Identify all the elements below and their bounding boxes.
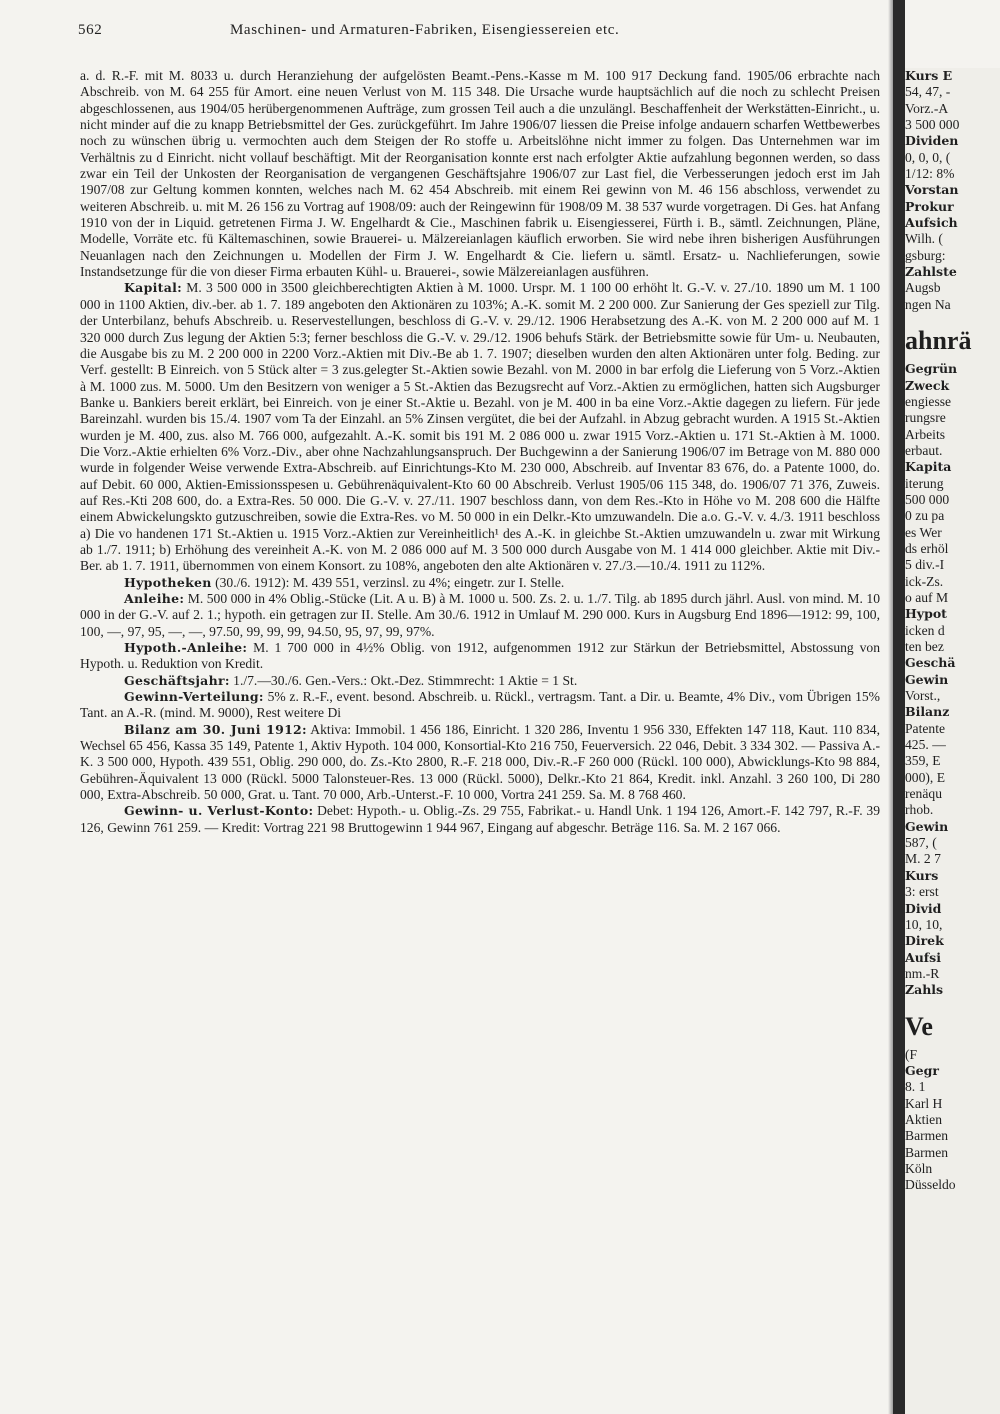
adjacent-page-fragment: (F <box>905 1046 918 1062</box>
section-paragraph <box>80 673 880 689</box>
adjacent-page-fragment: Gegr <box>905 1062 939 1078</box>
adjacent-page-fragment: iterung <box>905 475 944 491</box>
section-text: M. 3 500 000 in 3500 gleichberechtigten Aktien à M. 1000. Urspr. M. 1 100 00 erhöht lt. G.-V. v. 27./10. 1890 um M. 1 100 000 in 1100 Aktien, div.-ber. ab 1. 7. 189 angeboten den Aktionären zu 103%; A.-K. somit M. 2 200 000. Zur Sanierung der Ges speziell zur Tilg. der Unterbilanz, behufs Abschreib. u. Reservestellungen, beschloss di G.-V. v. 29./12. 1906 Herabsetzung des A.-K. von M. 2 200 000 auf M. 1 320 000 durch Zus legung der Aktien 5:3; ferner beschloss die G.-V. v. 29./12. 1906 behufs Stärk. der Betriebsmitte sowie für Um- u. Neubauten, die Ausgabe bis zu M. 2 200 000 in 2200 Vorz.-Aktien mit Div.-Be ab 1. 7. 1907; dieselben wurden den alten Aktionären unter folg. Beding. zur Verf. gestellt: B Einreich. von 5 Stück alter = 3 zus.gelegter St.-Aktien sowie Bezahl. von M. 2000 in bar erfolg die Lieferung von 5 Vorz.-Aktien à M. 1000 zus. M. 5000. Um den Besitzern von weniger a 5 St.-Aktien das Bezugsrecht auf Vorz.-Aktien zu ermöglichen, hatten sich Augsburger Banke u. Bankiers bereit erklärt, bei Einreich. von je einer St.-Aktie u. Bezahl. von je M. 400 in ba eine Vorz.-Aktie dagegen zu liefern. Für jede Bareinzahl. wurden bis 15./4. 1907 vom Ta der Einzahl. an 5% Zinsen vergütet, die bei der Aufzahl. in Abzug gebracht wurden. A 1915 St.-Aktien wurden je M. 400, zus. also M. 766 000, aufgezahlt. A.-K. somit bis 191 M. 2 086 000 u. zwar 1915 Vorz.-Aktien u. 171 St.-Aktien à M. 1000. Die Vorz.-Aktie erhielten 6% Vorz.-Div., aber ohne Nachzahlungsanspruch. Der Buchgewinn a der Sanierung 1906/07 im Betrage von M. 880 000 wurde in folgender Weise verwende Extra-Abschreib. auf Einrichtungs-Kto M. 230 000, Abschreib. auf Inventar 83 676, do. a Patente 1000, do. auf Debit. 60 000, Aktien-Emissionsspesen u. Gebührenäquivalent-Kto 60 00 Abschreib. Verlust 1905/06 115 348, do. 1906/07 71 376, Zuweis. auf Res.-Kti 208 600, do. a Extra-Res. 50 000. Die G.-V. v. 27./11. 1907 beschloss dann, von dem Res.-Kto in Höhe vo M. 208 600 die Hälfte einem Abwickelungskto gutzuschreiben, sowie die Extra-Res. vo M. 50 000 in ein Delkr.-Kto umzuwandeln. Die a.o. G.-V. v. 4./3. 1911 beschloss a) Die vo handenen 171 St.-Aktien u. 1915 Vorz.-Aktien zur Vereinheitlich¹ des A.-K. in gleichbe St.-Aktien umzuwandeln u. zwar mit Wirkung ab 1./7. 1911; b) Erhöhung des vereinheit A.-K. von M. 2 086 000 auf M. 3 500 000 durch Ausgabe von M. 1 414 000 gleichber. Aktie mit Div.-Ber. ab 1. 7. 1911, übernommen von einem Konsort. zu 108%, angeboten den alte Aktionären v. 27./3.—10./4. 1911 zu 112%. <box>80 280 880 574</box>
section-label: Geschäftsjahr: <box>124 672 230 688</box>
adjacent-page-fragment: Karl H <box>905 1095 943 1111</box>
section-paragraph <box>80 722 880 804</box>
adjacent-page-fragment: rungsre <box>905 410 946 426</box>
adjacent-page-fragment: nm.-R <box>905 965 940 981</box>
adjacent-page-fragment: Vorst., <box>905 688 941 704</box>
adjacent-page-fragment: icken d <box>905 622 945 638</box>
section-label: Gewinn- u. Verlust-Konto: <box>124 803 314 819</box>
section-text: 5% z. R.-F., event. besond. Abschreib. u. Rückl., vertragsm. Tant. a Dir. u. Beamte, 4% Div., vom Übrigen 15% Tant. an A.-R. (mind. M. 9000), Rest weitere Di <box>80 689 880 721</box>
adjacent-page-fragment: Barmen <box>905 1144 949 1160</box>
adjacent-page-fragment: Divid <box>905 900 942 916</box>
adjacent-page-fragment: Düsseldo <box>905 1177 956 1193</box>
adjacent-page-fragment: ds erhöl <box>905 540 949 556</box>
adjacent-page-fragment: es Wer <box>905 524 942 540</box>
adjacent-page-fragment: Aufsi <box>905 949 941 965</box>
adjacent-page-fragment <box>905 999 1000 1007</box>
adjacent-page-fragment: renäqu <box>905 786 942 802</box>
adjacent-page-fragment: 0, 0, 0, ( <box>905 149 951 165</box>
section-text: (30./6. 1912): M. 439 551, verzinsl. zu 4%; eingetr. zur I. Stelle. <box>211 574 565 590</box>
adjacent-page-fragment: ick-Zs. <box>905 573 944 589</box>
sections <box>80 280 880 836</box>
adjacent-page-fragment: 0 zu pa <box>905 508 945 524</box>
adjacent-page-fragment: ngen Na <box>905 296 951 312</box>
section-paragraph <box>80 803 880 836</box>
section-paragraph <box>80 689 880 722</box>
adjacent-page-fragment: Dividen <box>905 133 959 149</box>
adjacent-page-fragment: 587, ( <box>905 835 937 851</box>
adjacent-page-fragment: Kurs <box>905 867 939 883</box>
adjacent-page-fragment: Augsb <box>905 280 941 296</box>
adjacent-page-fragment: o auf M <box>905 589 949 605</box>
section-text: 1./7.—30./6. Gen.-Vers.: Okt.-Dez. Stimmrecht: 1 Aktie = 1 St. <box>229 672 578 688</box>
adjacent-page-fragment: Prokur <box>905 198 954 214</box>
adjacent-page-fragment: Zahls <box>905 982 944 998</box>
section-label: Hypoth.-Anleihe: <box>124 640 248 656</box>
adjacent-page-fragment: 500 000 <box>905 491 950 507</box>
adjacent-page-fragment <box>905 313 1000 321</box>
adjacent-page-fragment: Direk <box>905 933 944 949</box>
adjacent-page-fragment: Bilanz <box>905 704 950 720</box>
section-label: Kapital: <box>124 280 183 296</box>
adjacent-page-fragment: 54, 47, - <box>905 84 951 100</box>
section-paragraph <box>80 591 880 640</box>
adjacent-page-fragment: 425. — <box>905 737 946 753</box>
adjacent-page-fragment: Hypot <box>905 606 947 622</box>
section-label: Gewinn-Verteilung: <box>124 689 264 705</box>
adjacent-page-fragment: M. 2 7 <box>905 851 941 867</box>
adjacent-page-fragment: Vorstan <box>905 182 959 198</box>
main-text-column <box>80 68 880 1408</box>
section-label: Anleihe: <box>124 591 185 606</box>
adjacent-page-fragment: ahnrä <box>905 326 972 356</box>
adjacent-page-fragment: 000), E <box>905 769 946 785</box>
section-text: Aktiva: Immobil. 1 456 186, Einricht. 1 320 286, Inventu 1 956 330, Effekten 147 118, Kaut. 110 834, Wechsel 65 456, Kassa 35 149, Patente 1, Aktiv Hypoth. 104 000, Konsortial-Kto 216 750, Feuerversich. 22 046, Debit. 3 334 302. — Passiva A.-K. 3 500 000, Hypoth. 439 551, Oblig. 290 000, do. Zs.-Kto 2800, R.-F. 218 000, Div.-R.-F 260 000 (Rückl. 100 000), Abwicklungs-Kto 98 884, Gebühren-Äquivalent 13 000 (Rückl. 5000 Talonsteuer-Res. 13 000 (Rückl. 5000), Delkr.-Kto 21 864, Kredit. inkl. Anzahl. 3 260 100, Di 280 000, Extra-Abschreib. 50 000, Grat. u. Tant. 70 000, Arb.-Unterst.-F. 10 000, Vortra 241 259. Sa. M. 8 768 460. <box>80 721 880 803</box>
adjacent-page-fragment: Aufsich <box>905 215 958 231</box>
adjacent-page-fragment: Kapita <box>905 459 952 475</box>
adjacent-page-fragment: Zahlste <box>905 264 957 280</box>
adjacent-page-fragment: Ve <box>905 1011 933 1041</box>
section-paragraph <box>80 280 880 574</box>
adjacent-page-fragment: erbaut. <box>905 442 943 458</box>
section-paragraph <box>80 640 880 673</box>
intro-paragraph: a. d. R.-F. mit M. 8033 u. durch Heranziehung der aufgelösten Beamt.-Pens.-Kasse m M. 100 917 Deckung fand. 1905/06 erbrachte nach Abschreib. von M. 64 255 für Amort. eine neuen Verlust von M. 115 348. Die Ursache wurde hauptsächlich auf die noch zu schlecht Preisen abgeschlossenen, aus 1904/05 herübergenommenen Aufträge, zum grossen Teil auch a die unzulängl. Beschaffenheit der Werkstätten-Einricht., u. nicht minder auf die zu knapp Betriebsmittel der Ges. zurückgeführt. Im Jahre 1906/07 liessen die Preise infolge andauern scharfen Wettbewerbes noch zu wünschen übrig u. vermochten auch dem Steigen der Ro stoffe u. Arbeitslöhne nicht immer zu folgen. Das Unternehmen war im Verhältnis zu d Einricht. nicht vollauf beschäftigt. Mit der Reorganisation konnte erst nach erfolgter Aktie aufzahlung begonnen werden, so dass zwar ein Teil der Unkosten der Reorganisation de vergangenen Geschäftsjahre 1906/07 zur Last fiel, die Verbesserungen jedoch erst im Jah 1907/08 zur Geltung kommen konnten, welches nach M. 62 454 Abschreib. mit einem Rei gewinn von M. 46 156 abschloss, verwendet zu weiteren Abschreib. u. mit M. 26 156 zu Vortrag auf 1908/09: auch der Reingewinn für 1908/09 M. 38 537 wurde vorgetragen. Di Ges. hat Anfang 1910 von der in Liquid. getretenen Firma J. W. Engelhardt & Cie., Maschinen fabrik u. Eisengiesserei, Fürth i. B., sämtl. Zeichnungen, Pläne, Modelle, Vorräte etc. fü Kältemaschinen, sowie Brauerei- u. Mälzereianlagen käuflich erworben. Sie wird nebe ihren bisherigen Ausführungen Neuanlagen nach den Zeichnungen u. Modellen der Firm J. W. Engelhardt & Cie. liefern u. sämtl. Ersatz- u. Nachlieferungen, sowie Instandsetzunge für die von dieser Firma erbauten Kühl- u. Brauerei-, sowie Mälzereianlagen ausführen. <box>80 68 880 280</box>
adjacent-page-fragment: 5 div.-I <box>905 557 945 573</box>
adjacent-page-fragment: Gewin <box>905 671 949 687</box>
adjacent-page-fragment: Kurs E <box>905 68 953 83</box>
section-text: Debet: Hypoth.- u. Oblig.-Zs. 29 755, Fabrikat.- u. Handl Unk. 1 194 126, Amort.-F. 142 797, R.-F. 39 126, Gewinn 761 259. — Kredit: Vortrag 221 98 Bruttogewinn 1 944 967, Eingang auf abgeschr. Beträge 116. Sa. M. 2 167 066. <box>80 803 880 835</box>
adjacent-page-fragment: 359, E <box>905 753 941 769</box>
adjacent-page-fragment: Wilh. ( <box>905 231 943 247</box>
adjacent-page-fragment: 10, 10, <box>905 916 943 932</box>
adjacent-page-fragment: ten bez <box>905 639 944 654</box>
adjacent-page-fragment: Geschä <box>905 655 956 671</box>
adjacent-page-fragment: Köln <box>905 1160 933 1176</box>
section-paragraph <box>80 575 880 591</box>
adjacent-page-fragment: Zweck <box>905 377 950 393</box>
adjacent-page-column <box>905 68 1000 1414</box>
adjacent-page-fragment: Aktien <box>905 1111 942 1127</box>
adjacent-page-fragment: rhob. <box>905 802 934 818</box>
adjacent-page-fragment: Vorz.-A <box>905 100 949 116</box>
adjacent-page-fragment: Arbeits <box>905 426 946 442</box>
adjacent-page-fragment: gsburg: <box>905 247 946 263</box>
section-text: M. 1 700 000 in 4½% Oblig. von 1912, aufgenommen 1912 zur Stärkun der Betriebsmittel, Abstossung von Hypoth. u. Reduktion von Kredit. <box>80 640 880 672</box>
page-number: 562 <box>78 22 103 38</box>
adjacent-page-fragment: 8. 1 <box>905 1079 926 1095</box>
binding-gutter <box>893 0 905 1414</box>
adjacent-page-fragment: Patente <box>905 720 946 736</box>
running-head: Maschinen- und Armaturen-Fabriken, Eisengiessereien etc. <box>230 22 620 38</box>
adjacent-page-fragment: engiesse <box>905 393 952 409</box>
adjacent-page-fragment: Barmen <box>905 1128 949 1144</box>
section-label: Bilanz am 30. Juni 1912: <box>124 721 307 737</box>
adjacent-page-fragment: 3 500 000 <box>905 117 960 133</box>
adjacent-page-fragment: Gewin <box>905 818 949 834</box>
section-label: Hypotheken <box>124 574 212 590</box>
section-text: M. 500 000 in 4% Oblig.-Stücke (Lit. A u. B) à M. 1000 u. 500. Zs. 2. u. 1./7. Tilg. ab 1895 durch jährl. Ausl. von mind. M. 10 000 in der G.-V. auf 2. 1.; hypoth. ein getragen zur II. Stelle. Am 30./6. 1912 in Umlauf M. 290 000. Kurs in Augsburg End 1896—1912: 99, 100, 100, —, 97, 95, —, —, 97.50, 99, 99, 99, 94.50, 95, 97, 99, 97%. <box>80 591 880 639</box>
adjacent-page-fragment: 1/12: 8% <box>905 166 955 182</box>
adjacent-page-fragment: Gegrün <box>905 361 958 377</box>
adjacent-page-fragment: 3: erst <box>905 884 939 900</box>
